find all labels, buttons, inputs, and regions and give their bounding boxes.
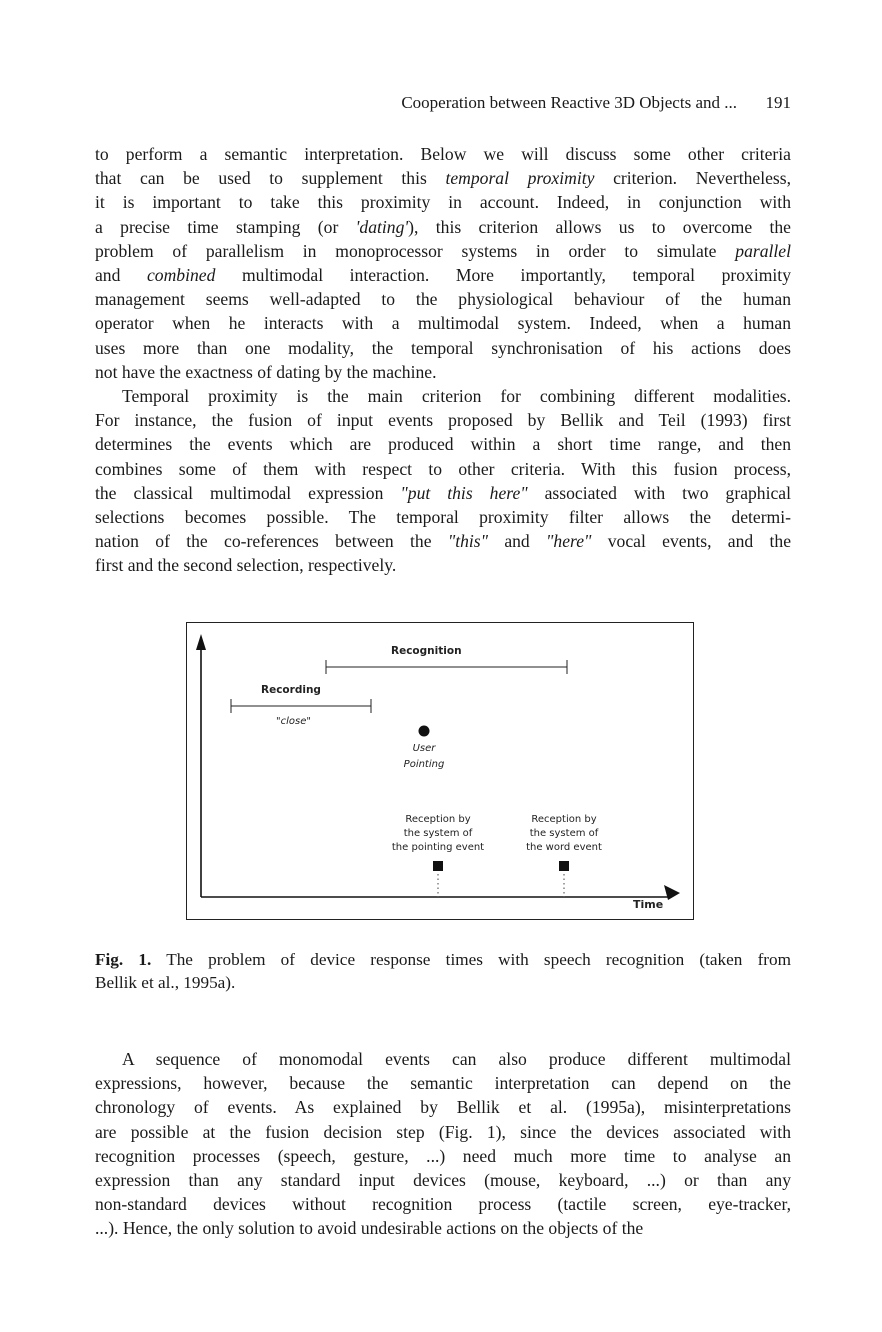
reception-pointing-line1: Reception by <box>405 814 471 825</box>
text-segment: ), this criterion allows us to overcome the <box>408 216 791 237</box>
text-segment: recognition processes (speech, gesture, ...) need much more time to analyse an <box>95 1145 791 1166</box>
emphasized-text: "put this here" <box>400 482 528 503</box>
reception-pointing-line2: the system of <box>403 828 473 839</box>
reception-word-line1: Reception by <box>531 814 597 825</box>
emphasized-text: 'dating' <box>355 216 409 237</box>
text-line <box>95 1216 791 1240</box>
text-line <box>95 384 791 408</box>
text-segment: expression than any standard input devices (mouse, keyboard, ...) or than any <box>95 1170 791 1191</box>
close-word-label: "close" <box>276 716 311 727</box>
text-line <box>95 142 791 166</box>
caption-label: Fig. 1. <box>95 950 152 969</box>
emphasized-text: "this" <box>447 531 489 552</box>
figure-caption <box>95 948 791 994</box>
user-label: User <box>412 743 436 754</box>
text-line <box>95 1071 791 1095</box>
text-line <box>95 1144 791 1168</box>
text-segment: to perform a semantic interpretation. Below we will discuss some other criteria <box>95 144 791 164</box>
text-segment: that can be used to supplement this <box>95 168 446 189</box>
emphasized-text: parallel <box>735 240 791 261</box>
text-segment: selections becomes possible. The temporal proximity filter allows the determi- <box>95 507 791 528</box>
text-segment: non-standard devices without recognition process (tactile screen, eye-tracker, <box>95 1194 791 1215</box>
text-line <box>95 1192 791 1216</box>
text-line <box>95 1120 791 1144</box>
text-segment: multimodal interaction. More importantly, temporal proximity <box>215 265 791 286</box>
running-header <box>95 93 791 115</box>
emphasized-text: "here" <box>546 531 592 552</box>
reception-pointing-marker-icon <box>433 861 443 871</box>
text-segment: A sequence of monomodal events can also produce different multimodal <box>122 1049 791 1069</box>
text-segment: problem of parallelism in monoprocessor systems in order to simulate <box>95 240 736 261</box>
text-segment: operator when he interacts with a multimodal system. Indeed, when a human <box>95 313 791 334</box>
text-line <box>95 1095 791 1119</box>
text-line <box>95 215 791 239</box>
timing-diagram <box>186 622 694 920</box>
text-line <box>95 1168 791 1192</box>
text-segment: Temporal proximity is the main criterion for combining different modalities. <box>122 386 791 406</box>
caption-text-line2: Bellik et al., 1995a). <box>95 973 236 992</box>
text-line <box>95 408 791 432</box>
text-line <box>95 287 791 311</box>
time-label: Time <box>633 898 664 911</box>
text-segment: For instance, the fusion of input events proposed by Bellik and Teil (1993) first <box>95 410 791 431</box>
text-segment: criterion. Nevertheless, <box>594 168 791 189</box>
text-segment: it is important to take this proximity in account. Indeed, in conjunction with <box>95 192 791 213</box>
text-line <box>95 311 791 335</box>
text-line <box>95 457 791 481</box>
caption-text-line1: The problem of device response times with speech recognition (taken from <box>151 950 791 969</box>
text-segment: management seems well-adapted to the physiological behaviour of the human <box>95 289 791 310</box>
paragraph-2 <box>95 384 791 578</box>
text-segment: and <box>488 531 547 552</box>
text-line <box>95 481 791 505</box>
text-line <box>95 360 791 384</box>
text-line <box>95 336 791 360</box>
text-line <box>95 239 791 263</box>
text-segment: first and the second selection, respectively. <box>95 555 397 576</box>
text-line <box>95 1047 791 1071</box>
text-segment: vocal events, and the <box>591 531 792 552</box>
reception-word-line3: the word event <box>526 842 602 853</box>
text-segment: are possible at the fusion decision step (Fig. 1), since the devices associated with <box>95 1121 791 1142</box>
text-segment: and <box>95 265 147 286</box>
reception-word-marker-icon <box>559 861 569 871</box>
text-segment: the classical multimodal expression <box>95 482 401 503</box>
text-line <box>95 190 791 214</box>
text-segment: chronology of events. As explained by Bellik et al. (1995a), misinterpretations <box>95 1097 791 1118</box>
user-pointing-dot-icon <box>419 726 430 737</box>
recording-label: Recording <box>261 684 321 696</box>
text-segment: combines some of them with respect to other criteria. With this fusion process, <box>95 458 791 479</box>
vertical-axis-arrow-icon <box>196 634 206 650</box>
text-line <box>95 263 791 287</box>
text-segment: expressions, however, because the semantic interpretation can depend on the <box>95 1073 791 1094</box>
paragraph-3 <box>95 1047 791 1241</box>
emphasized-text: combined <box>146 265 216 286</box>
reception-pointing-line3: the pointing event <box>391 842 485 853</box>
paragraph-1 <box>95 142 791 384</box>
text-segment: a precise time stamping (or <box>95 216 356 237</box>
text-segment: nation of the co-references between the <box>95 531 448 552</box>
text-line <box>95 505 791 529</box>
text-segment: not have the exactness of dating by the machine. <box>95 361 437 382</box>
text-line <box>95 166 791 190</box>
text-line <box>95 432 791 456</box>
figure-1 <box>186 622 694 920</box>
running-title: Cooperation between Reactive 3D Objects and ... <box>401 93 737 112</box>
recognition-label: Recognition <box>391 645 462 657</box>
reception-word-line2: the system of <box>529 828 599 839</box>
text-segment: uses more than one modality, the temporal synchronisation of his actions does <box>95 337 791 358</box>
text-segment: ...). Hence, the only solution to avoid undesirable actions on the objects of the <box>95 1218 644 1239</box>
pointing-label: Pointing <box>403 759 445 770</box>
text-line <box>95 529 791 553</box>
text-segment: determines the events which are produced within a short time range, and then <box>95 434 791 455</box>
page-number: 191 <box>765 93 791 112</box>
text-segment: associated with two graphical <box>527 482 791 503</box>
text-line <box>95 553 791 577</box>
emphasized-text: temporal proximity <box>445 168 595 189</box>
